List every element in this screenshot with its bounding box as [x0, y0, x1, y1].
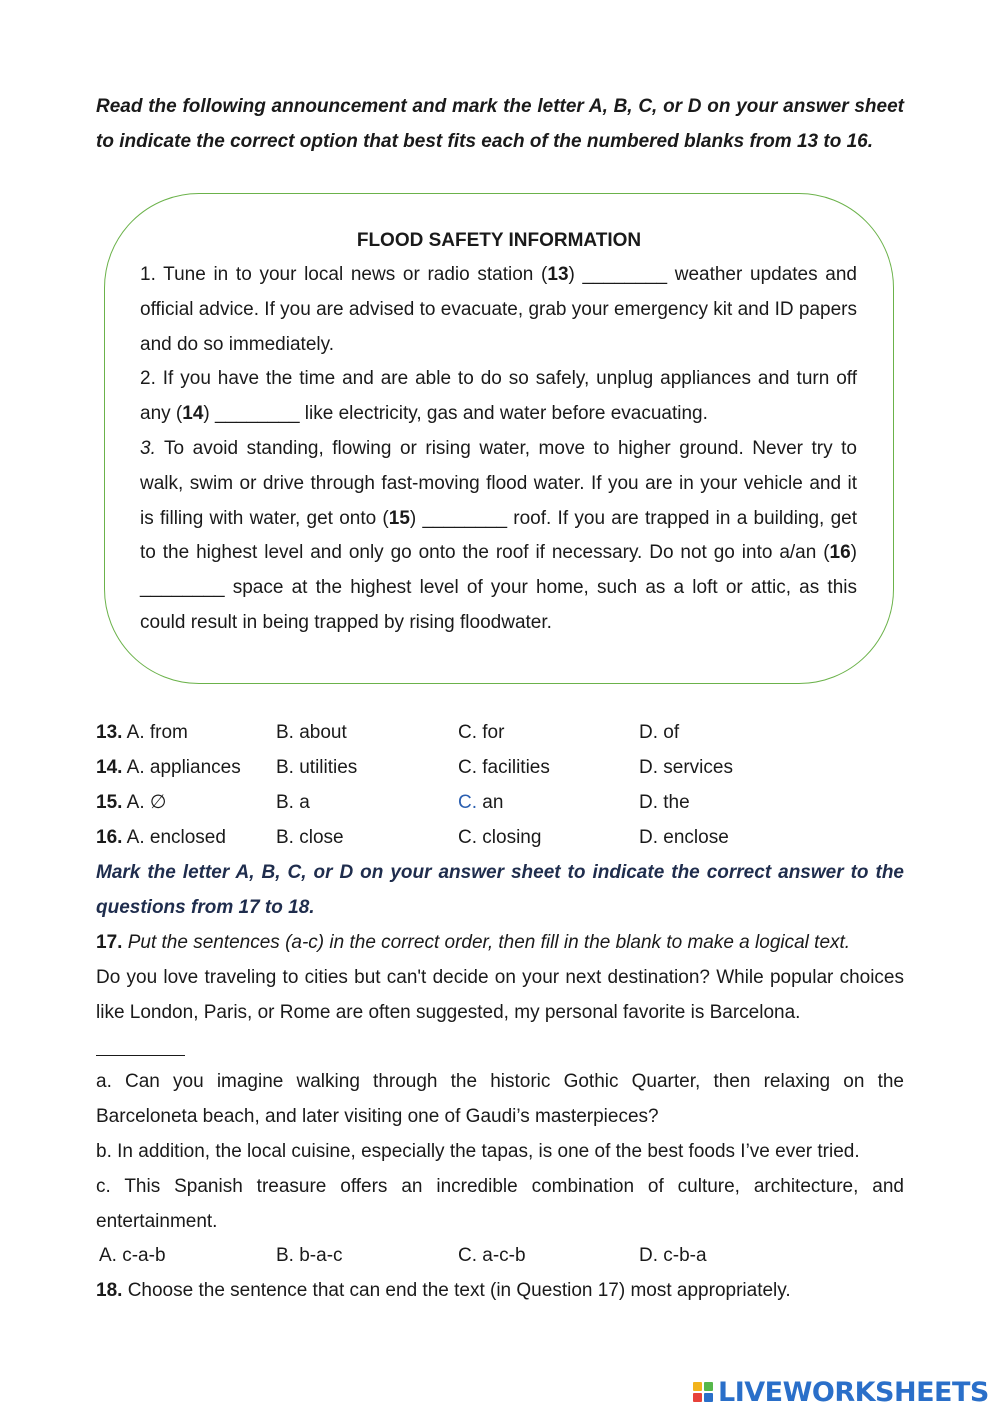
option-13-c[interactable]: C. for — [458, 722, 505, 743]
question-15-options — [96, 785, 904, 820]
option-13-d[interactable]: D. of — [639, 722, 680, 743]
option-13-a[interactable]: 13. A. from — [96, 722, 188, 743]
blank-number-14: 14 — [182, 403, 204, 425]
option-16-c[interactable]: C. closing — [458, 827, 542, 848]
question-18-prompt: 18. Choose the sentence that can end the text (in Question 17) most appropriately. — [96, 1280, 791, 1301]
announcement-item-2: 2. If you have the time and are able to do so safely, unplug appliances and turn off any (14) ________ like electricity, gas and water before evacuating. — [140, 368, 857, 425]
option-17-d[interactable]: D. c-b-a — [639, 1245, 707, 1266]
option-16-d[interactable]: D. enclose — [639, 827, 729, 848]
logo-text: LIVEWORKSHEETS — [718, 1376, 989, 1408]
option-17-b[interactable]: B. b-a-c — [276, 1245, 343, 1266]
liveworksheets-logo — [693, 1374, 989, 1410]
sentence-c: c. This Spanish treasure offers an incredible combination of culture, architecture, and entertainment. — [96, 1176, 904, 1232]
option-17-a[interactable]: A. c-a-b — [99, 1245, 166, 1266]
passage-blank — [96, 1055, 185, 1056]
option-15-d[interactable]: D. the — [639, 792, 690, 813]
option-16-b[interactable]: B. close — [276, 827, 344, 848]
question-14-options — [96, 750, 904, 785]
logo-square — [693, 1393, 702, 1402]
announcement-item-1: 1. Tune in to your local news or radio station (13) ________ weather updates and official advice. If you are advised to evacuate, grab your emergency kit and ID papers and do so immediately. — [140, 264, 858, 355]
blank-number-15: 15 — [388, 507, 410, 529]
option-15-b[interactable]: B. a — [276, 792, 310, 813]
blank-number-16: 16 — [829, 542, 851, 564]
option-13-b[interactable]: B. about — [276, 722, 347, 743]
logo-square — [704, 1382, 713, 1391]
option-15-c[interactable]: C. an — [458, 792, 504, 813]
announcement-item-3: 3. To avoid standing, flowing or rising water, move to higher ground. Never try to walk, swim or drive through fast-moving flood water. If you are in your vehicle and it is filling with water, get onto (15) ________ roof. If you are trapped in a building, get to the highest level and only go onto the roof if necessary. Do not go into a/an (16) ________ space at the highest level of your home, such as a loft or attic, as this could result in being trapped by rising floodwater. — [140, 437, 857, 633]
question-13-options — [96, 715, 904, 750]
sentence-b: b. In addition, the local cuisine, especially the tapas, is one of the best foods I’ve ever tried. — [96, 1141, 860, 1162]
question-17-options — [96, 1238, 904, 1273]
logo-square — [693, 1382, 702, 1391]
option-15-a[interactable]: 15. A. ∅ — [96, 792, 167, 813]
logo-mark-icon — [693, 1382, 713, 1402]
logo-square — [704, 1393, 713, 1402]
question-17-passage: Do you love traveling to cities but can't decide on your next destination? While popular choices like London, Paris, or Rome are often suggested, my personal favorite is Barcelona. — [96, 967, 904, 1023]
option-14-d[interactable]: D. services — [639, 757, 733, 778]
blank-number-13: 13 — [547, 264, 569, 285]
question-17-prompt: 17. Put the sentences (a-c) in the correct order, then fill in the blank to make a logical text. — [96, 932, 851, 953]
option-16-a[interactable]: 16. A. enclosed — [96, 827, 226, 848]
instruction-17-18: Mark the letter A, B, C, or D on your answer sheet to indicate the correct answer to the questions from 17 to 18. — [96, 862, 904, 918]
option-14-b[interactable]: B. utilities — [276, 757, 358, 778]
announcement-body — [140, 258, 857, 641]
option-14-c[interactable]: C. facilities — [458, 757, 550, 778]
instruction-13-16: Read the following announcement and mark the letter A, B, C, or D on your answer sheet to indicate the correct option that best fits each of the numbered blanks from 13 to 16. — [96, 96, 904, 152]
question-16-options — [96, 820, 904, 855]
option-17-c[interactable]: C. a-c-b — [458, 1245, 526, 1266]
announcement-title: FLOOD SAFETY INFORMATION — [356, 230, 642, 251]
sentence-a: a. Can you imagine walking through the historic Gothic Quarter, then relaxing on the Barceloneta beach, and later visiting one of Gaudi’s masterpieces? — [96, 1071, 904, 1127]
option-14-a[interactable]: 14. A. appliances — [96, 757, 241, 778]
